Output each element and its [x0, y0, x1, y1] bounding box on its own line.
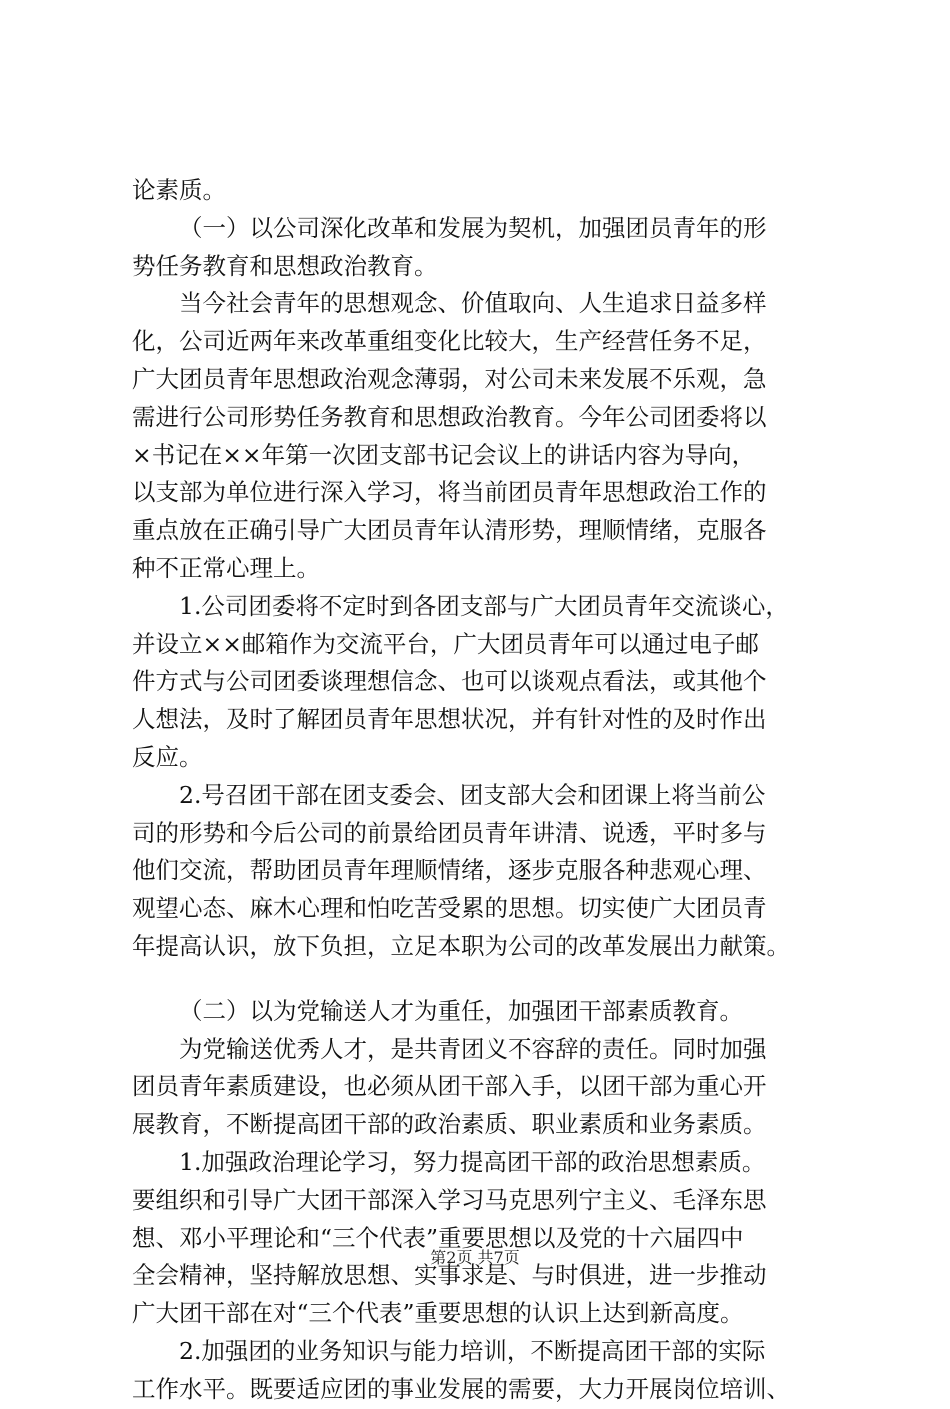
text-line: 件方式与公司团委谈理想信念、也可以谈观点看法，或其他个 — [132, 667, 767, 696]
text-line: 工作水平。既要适应团的事业发展的需要，大力开展岗位培训、 — [132, 1374, 790, 1403]
text-line: （二）以为党输送人才为重任，加强团干部素质教育。 — [179, 996, 743, 1025]
text-line: 需进行公司形势任务教育和思想政治教育。今年公司团委将以 — [132, 402, 767, 431]
text-line: 观望心态、麻木心理和怕吃苦受累的思想。切实使广大团员青 — [132, 894, 767, 923]
text-line: 广大团干部在对“三个代表”重要思想的认识上达到新高度。 — [132, 1299, 744, 1328]
text-line: 想、邓小平理论和“三个代表”重要思想以及党的十六届四中 — [132, 1223, 744, 1252]
text-line: 为党输送优秀人才，是共青团义不容辞的责任。同时加强 — [179, 1034, 767, 1063]
text-line: 1.公司团委将不定时到各团支部与广大团员青年交流谈心， — [179, 591, 789, 620]
text-line: 势任务教育和思想政治教育。 — [132, 251, 438, 280]
text-line: 2.加强团的业务知识与能力培训，不断提高团干部的实际 — [179, 1336, 766, 1365]
text-line: （一）以公司深化改革和发展为契机，加强团员青年的形 — [179, 213, 767, 242]
paragraph-gap — [132, 966, 842, 993]
text-line: 1.加强政治理论学习，努力提高团干部的政治思想素质。 — [179, 1147, 766, 1176]
text-line: 全会精神，坚持解放思想、实事求是、与时俱进，进一步推动 — [132, 1261, 767, 1290]
text-line: 展教育，不断提高团干部的政治素质、职业素质和业务素质。 — [132, 1110, 767, 1139]
text-line: 年提高认识，放下负担，立足本职为公司的改革发展出力献策。 — [132, 931, 790, 960]
text-line: 司的形势和今后公司的前景给团员青年讲清、说透，平时多与 — [132, 818, 767, 847]
document-body — [132, 172, 842, 1409]
text-line: 当今社会青年的思想观念、价值取向、人生追求日益多样 — [179, 289, 767, 318]
text-line: 反应。 — [132, 742, 203, 771]
text-line: 以支部为单位进行深入学习，将当前团员青年思想政治工作的 — [132, 478, 767, 507]
text-line: 要组织和引导广大团干部深入学习马克思列宁主义、毛泽东思 — [132, 1185, 767, 1214]
text-line: 种不正常心理上。 — [132, 553, 320, 582]
text-line: 团员青年素质建设，也必须从团干部入手，以团干部为重心开 — [132, 1072, 767, 1101]
text-line: 并设立××邮箱作为交流平台，广大团员青年可以通过电子邮 — [132, 629, 759, 658]
text-line: 重点放在正确引导广大团员青年认清形势，理顺情绪，克服各 — [132, 516, 767, 545]
text-line: 人想法，及时了解团员青年思想状况，并有针对性的及时作出 — [132, 705, 767, 734]
text-line: 化，公司近两年来改革重组变化比较大，生产经营任务不足， — [132, 327, 767, 356]
text-line: 他们交流，帮助团员青年理顺情绪，逐步克服各种悲观心理、 — [132, 856, 767, 885]
text-line: 论素质。 — [132, 176, 226, 204]
text-line: 2.号召团干部在团支委会、团支部大会和团课上将当前公 — [179, 780, 766, 809]
text-line: ×书记在××年第一次团支部书记会议上的讲话内容为导向， — [132, 440, 756, 469]
text-line: 广大团员青年思想政治观念薄弱，对公司未来发展不乐观，急 — [132, 364, 767, 393]
page-number-footer: 第2页 共7页 — [430, 1248, 520, 1267]
